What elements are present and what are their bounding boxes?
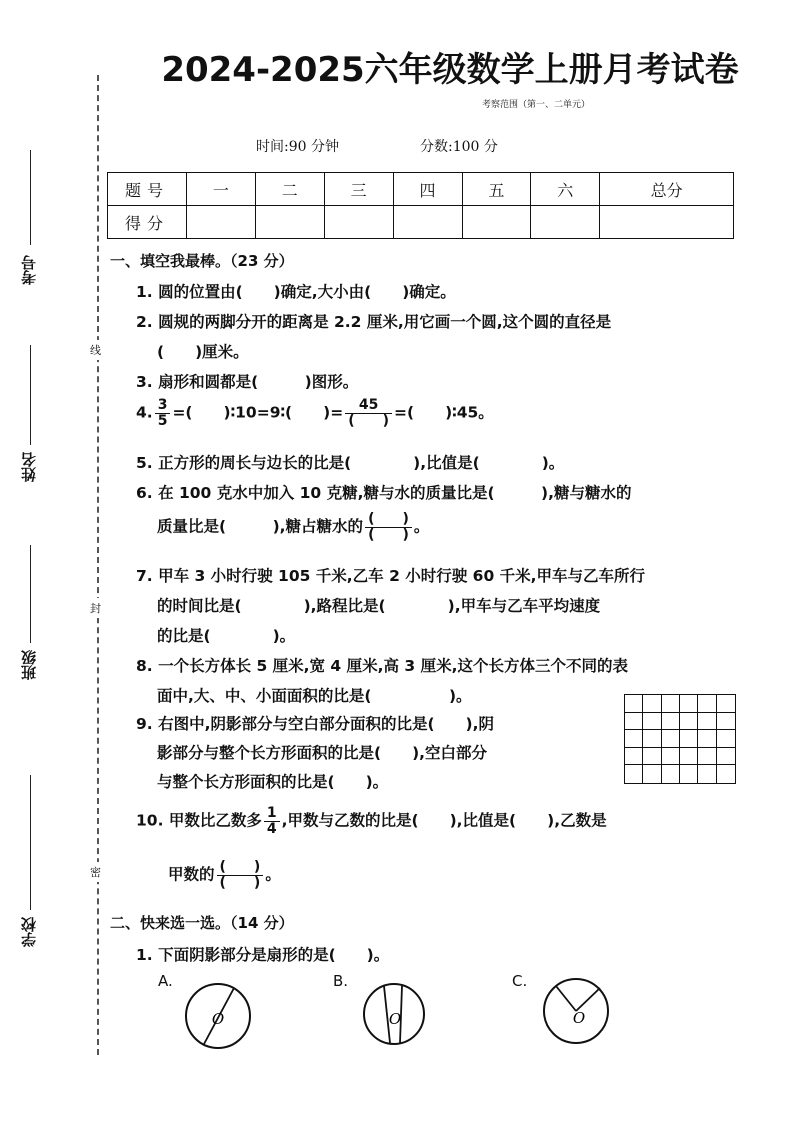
grid-cell (698, 765, 716, 783)
exam-no-label: 考号 (20, 255, 38, 285)
radius-line-right (576, 988, 600, 1011)
seal-char-seal: 封 (90, 598, 101, 618)
score-cell-total[interactable] (600, 206, 734, 239)
question-6-line2 (157, 512, 429, 542)
question-4 (136, 398, 494, 428)
score-cell-4[interactable] (393, 206, 462, 239)
question-6-end: 。 (413, 517, 430, 536)
fraction-numerator: 45 (345, 398, 392, 414)
question-4-number: 4. (136, 403, 153, 422)
school-line (30, 775, 32, 910)
question-9-line3: 与整个长方形面积的比是( )。 (157, 773, 389, 791)
fraction-denominator: ( ) (219, 874, 261, 891)
fraction-numerator: ( ) (217, 860, 264, 876)
col-1: 一 (187, 173, 256, 206)
question-7-line3: 的比是( )。 (157, 627, 296, 645)
total-score: 分数:100 分 (420, 139, 498, 155)
score-cell-3[interactable] (324, 206, 393, 239)
question-10-end: 。 (265, 865, 281, 884)
grid-cell (717, 765, 735, 783)
grid-cell (625, 695, 643, 713)
grid-cell (717, 730, 735, 748)
fraction-numerator: 1 (264, 806, 280, 822)
grid-cell (717, 695, 735, 713)
score-table (107, 172, 734, 239)
grid-cell (680, 748, 698, 766)
section1-heading: 一、填空我最棒。（23 分） (110, 252, 294, 270)
rectangle-grid-figure (624, 694, 736, 784)
question-4-middle: =( )∶10=9∶( )= (172, 403, 344, 422)
score-cell-1[interactable] (187, 206, 256, 239)
grid-cell (698, 695, 716, 713)
fraction-one-quarter (264, 806, 280, 836)
question-5: 5. 正方形的周长与边长的比是( ),比值是( )。 (136, 454, 565, 472)
grid-cell (698, 748, 716, 766)
fraction-denominator: 4 (266, 820, 277, 837)
grid-cell (662, 730, 680, 748)
section2-heading: 二、快来选一选。（14 分） (110, 914, 294, 932)
question-10-line1 (136, 806, 607, 836)
grid-cell (643, 765, 661, 783)
grid-cell (643, 730, 661, 748)
fraction-numerator: ( ) (365, 512, 412, 528)
question-3: 3. 扇形和圆都是( )图形。 (136, 373, 359, 391)
option-c-circle[interactable] (540, 975, 612, 1047)
question-7-line1: 7. 甲车 3 小时行驶 105 千米,乙车 2 小时行驶 60 千米,甲车与乙车所行 (136, 567, 646, 585)
score-table-score-row (108, 206, 734, 239)
name-label: 姓名 (20, 452, 38, 482)
fraction-denominator: ( ) (368, 526, 409, 543)
question-8-line2: 面中,大、中、小面面积的比是( )。 (157, 687, 472, 705)
score-table-header-row (108, 173, 734, 206)
question-9-line2: 影部分与整个长方形面积的比是( ),空白部分 (157, 744, 488, 762)
exam-scope: 考察范围（第一、二单元） (482, 100, 591, 110)
col-total: 总分 (600, 173, 734, 206)
option-b-circle[interactable] (360, 980, 428, 1048)
question-2-line2: ( )厘米。 (157, 343, 249, 361)
center-mark: O (388, 1010, 402, 1028)
score-cell-5[interactable] (462, 206, 531, 239)
col-6: 六 (531, 173, 600, 206)
question-2-line1: 2. 圆规的两脚分开的距离是 2.2 厘米,用它画一个圆,这个圆的直径是 (136, 313, 612, 331)
header-label-cell: 题号 (108, 173, 187, 206)
center-mark: O (572, 1009, 586, 1027)
question-9-line1: 9. 右图中,阴影部分与空白部分面积的比是( ),阴 (136, 715, 495, 733)
grid-cell (625, 713, 643, 731)
grid-cell (680, 765, 698, 783)
grid-cell (662, 765, 680, 783)
name-line (30, 345, 32, 445)
grid-cell (698, 730, 716, 748)
grid-cell (698, 713, 716, 731)
center-mark: O (211, 1010, 225, 1028)
grid-cell (662, 713, 680, 731)
section2-question-1: 1. 下面阴影部分是扇形的是( )。 (136, 946, 390, 964)
grid-cell (625, 748, 643, 766)
question-4-end: =( )∶45。 (394, 403, 494, 422)
school-label: 学校 (20, 917, 38, 947)
question-6-line1: 6. 在 100 克水中加入 10 克糖,糖与水的质量比是( ),糖与糖水的 (136, 484, 632, 502)
col-2: 二 (255, 173, 324, 206)
question-6-text: 质量比是( ),糖占糖水的 (157, 517, 364, 536)
option-a-label: A. (158, 972, 173, 990)
time-limit: 时间:90 分钟 (256, 139, 339, 155)
fraction-blank (217, 860, 264, 890)
grid-cell (625, 730, 643, 748)
fraction-numerator: 3 (155, 398, 171, 414)
fraction-three-fifths (155, 398, 171, 428)
grid-cell (680, 695, 698, 713)
seal-char-line: 线 (90, 340, 101, 360)
page-title: 2024-2025六年级数学上册月考试卷 (161, 50, 739, 90)
question-10-start: 10. 甲数比乙数多 (136, 811, 262, 830)
grid-cell (680, 730, 698, 748)
question-10-middle: ,甲数与乙数的比是( ),比值是( ),乙数是 (281, 811, 607, 830)
question-10-text: 甲数的 (168, 865, 215, 884)
grid-cell (625, 765, 643, 783)
fraction-denominator: ( ) (348, 412, 389, 429)
option-b-label: B. (333, 972, 349, 990)
grid-cell (662, 748, 680, 766)
fraction-denominator: 5 (157, 412, 168, 429)
grid-cell (643, 713, 661, 731)
grid-cell (643, 695, 661, 713)
class-label: 班级 (20, 650, 38, 680)
col-3: 三 (324, 173, 393, 206)
question-10-line2 (168, 860, 281, 890)
grid-cell (717, 748, 735, 766)
grid-cell (643, 748, 661, 766)
exam-no-line (30, 150, 32, 245)
score-cell-2[interactable] (255, 206, 324, 239)
score-label-cell: 得分 (108, 206, 187, 239)
option-a-circle[interactable] (182, 980, 254, 1052)
grid-cell (717, 713, 735, 731)
grid-cell (680, 713, 698, 731)
binding-dashed-line (97, 75, 99, 1055)
col-4: 四 (393, 173, 462, 206)
col-5: 五 (462, 173, 531, 206)
fraction-blank (365, 512, 412, 542)
seal-char-dense: 密 (90, 862, 101, 882)
fraction-45-over-blank (345, 398, 392, 428)
question-1: 1. 圆的位置由( )确定,大小由( )确定。 (136, 283, 456, 301)
radius-line-left (556, 986, 576, 1011)
option-c-label: C. (512, 972, 528, 990)
question-7-line2: 的时间比是( ),路程比是( ),甲车与乙车平均速度 (157, 597, 601, 615)
question-8-line1: 8. 一个长方体长 5 厘米,宽 4 厘米,高 3 厘米,这个长方体三个不同的表 (136, 657, 628, 675)
score-cell-6[interactable] (531, 206, 600, 239)
class-line (30, 545, 32, 643)
grid-cell (662, 695, 680, 713)
